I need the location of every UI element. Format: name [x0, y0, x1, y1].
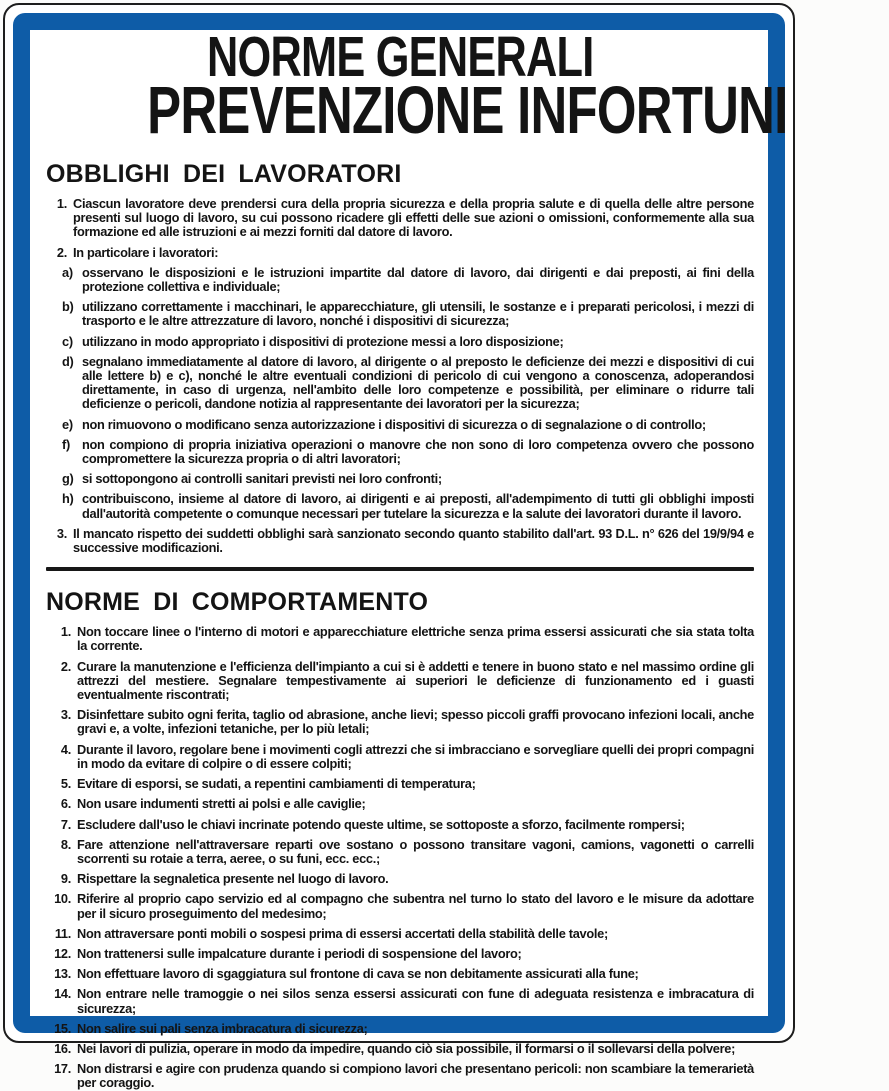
list-subitem	[46, 472, 754, 486]
item-label: b)	[62, 299, 74, 315]
item-text: Nei lavori di pulizia, operare in modo da impedire, quando ciò sia possibile, il formarsi o il sollevarsi della polvere;	[77, 1040, 736, 1056]
item-text: Disinfettare subito ogni ferita, taglio od abrasione, anche lievi; spesso piccoli graffi provocano infezioni locali, anche gravi e, a volte, infezioni tetaniche, per lo più letali;	[77, 707, 754, 737]
item-label: 13.	[54, 966, 71, 982]
list-item	[46, 797, 754, 811]
item-text: Non usare indumenti stretti ai polsi e alle caviglie;	[77, 796, 366, 812]
list-item	[46, 838, 754, 866]
item-label: h)	[62, 491, 74, 507]
section-obblighi-dei-lavoratori	[46, 161, 754, 555]
list-subitem	[46, 355, 754, 412]
item-label: 4.	[60, 741, 71, 757]
item-label: c)	[62, 333, 73, 349]
item-text: Evitare di esporsi, se sudati, a repentini cambiamenti di temperatura;	[77, 776, 476, 792]
item-text: Il mancato rispetto dei suddetti obblighi sarà sanzionato secondo quanto stabilito dall'art. 93 D.L. n° 626 del 19/9/94 e successive modificazioni.	[73, 525, 754, 556]
item-label: 8.	[60, 836, 71, 852]
item-text: In particolare i lavoratori:	[73, 244, 219, 260]
list-item	[46, 527, 754, 555]
item-text: Non effettuare lavoro di sgaggiatura sul frontone di cava se non debitamente assicurati alla fune;	[77, 966, 639, 982]
list-subitem	[46, 300, 754, 328]
item-text: segnalano immediatamente al datore di lavoro, al dirigente o al preposto le deficienze dei mezzi e dispositivi di cui alle lettere b) e c), nonché le altre eventuali condizioni di pericolo di cui vengono a conoscenza, adoperandosi direttamente, in caso di urgenza, nell'ambito delle loro competenze e possibilità, per eliminare o ridurre tali deficienze o pericoli, dandone notizia al rappresentante dei lavoratori per la sicurezza;	[82, 353, 754, 412]
list-item	[46, 927, 754, 941]
obblighi-list	[46, 197, 754, 555]
item-text: utilizzano in modo appropriato i dispositivi di protezione messi a loro disposizione;	[82, 333, 564, 349]
list-item	[46, 1042, 754, 1056]
list-subitem	[46, 492, 754, 520]
list-item	[46, 660, 754, 703]
section-norme-di-comportamento	[46, 589, 754, 1090]
item-text: non rimuovono o modificano senza autorizzazione i dispositivi di sicurezza o di segnalazione o di controllo;	[82, 416, 706, 432]
list-item	[46, 777, 754, 791]
item-label: 6.	[60, 796, 71, 812]
item-label: 3.	[60, 707, 71, 723]
item-text: Non salire sui pali senza imbracatura di sicurezza;	[77, 1020, 368, 1036]
list-item	[46, 197, 754, 240]
item-label: 1.	[60, 624, 71, 640]
list-subitem	[46, 266, 754, 294]
item-text: contribuiscono, insieme al datore di lavoro, ai dirigenti e ai preposti, all'adempimento di tutti gli obblighi imposti dall'autorità competente o comunque necessari per tutelare la sicurezza e la salute dei lavoratori durante il lavoro.	[82, 491, 754, 521]
sign-title-line2: PREVENZIONE INFORTUNI	[147, 73, 788, 148]
list-item	[46, 246, 754, 260]
item-text: Non entrare nelle tramoggie o nei silos senza essersi assicurati con fune di adeguata resistenza e imbracatura di sicurezza;	[77, 986, 754, 1016]
safety-sign-panel	[3, 3, 795, 1091]
list-item	[46, 987, 754, 1015]
section-heading-norme: NORME DI COMPORTAMENTO	[46, 588, 429, 617]
list-item	[46, 892, 754, 920]
list-item	[46, 1062, 754, 1090]
item-label: 7.	[60, 816, 71, 832]
item-text: Curare la manutenzione e l'efficienza dell'impianto a cui si è addetti e tenere in buono stato e nel massimo ordine gli attrezzi del mestiere. Segnalare tempestivamente ai superiori le deficienze di funzionamento ed i guasti eventualmente riscontrati;	[77, 658, 754, 703]
section-divider-rule	[46, 567, 754, 571]
item-text: Non attraversare ponti mobili o sospesi prima di essersi accertati della stabilità delle tavole;	[77, 925, 608, 941]
item-text: Durante il lavoro, regolare bene i movimenti cogli attrezzi che si imbracciano e sorvegliare quelli dei propri compagni in modo da evitare di colpire o di essere colpiti;	[77, 741, 754, 771]
item-text: Escludere dall'uso le chiavi incrinate potendo queste ultime, se sottoposte a sforzo, facilmente rompersi;	[77, 816, 685, 832]
item-label: 9.	[60, 871, 71, 887]
list-item	[46, 625, 754, 653]
item-label: 17.	[54, 1061, 71, 1077]
item-text: Fare attenzione nell'attraversare reparti ove sostano o possono transitare vagoni, camions, vagonetti o carrelli scorrenti su rotaie a terra, aeree, o su funi, ecc. ecc.;	[77, 836, 754, 866]
list-item	[46, 872, 754, 886]
sign-title	[46, 25, 788, 148]
item-label: g)	[62, 471, 74, 487]
item-text: Ciascun lavoratore deve prendersi cura della propria sicurezza e della propria salute e di quella delle altre persone presenti sul luogo di lavoro, su cui possono ricadere gli effetti delle sue azioni o omissioni, conformemente alla sua formazione ed alle istruzioni e ai mezzi forniti dal datore di lavoro.	[73, 196, 754, 240]
item-label: 2.	[60, 658, 71, 674]
item-text: Non trattenersi sulle impalcature durante i periodi di sospensione del lavoro;	[77, 945, 522, 961]
item-label: 11.	[54, 925, 71, 941]
item-text: Rispettare la segnaletica presente nel luogo di lavoro.	[77, 871, 389, 887]
item-label: d)	[62, 353, 74, 369]
item-label: 5.	[60, 776, 71, 792]
item-label: 12.	[54, 945, 71, 961]
list-subitem	[46, 418, 754, 432]
list-item	[46, 818, 754, 832]
item-text: Non toccare linee o l'interno di motori e apparecchiature elettriche senza prima essersi assicurati che sia stata tolta la corrente.	[77, 624, 754, 654]
sign-content	[46, 25, 788, 1091]
item-label: e)	[62, 416, 73, 432]
list-item	[46, 967, 754, 981]
item-label: 2.	[56, 244, 67, 260]
item-text: si sottopongono ai controlli sanitari previsti nei loro confronti;	[82, 471, 442, 487]
item-label: 3.	[56, 525, 67, 541]
sign-title-line1: NORME GENERALI	[206, 25, 594, 89]
list-item	[46, 1022, 754, 1036]
item-label: 1.	[56, 196, 67, 211]
item-text: non compiono di propria iniziativa operazioni o manovre che non sono di loro competenza ovvero che possono compromettere la sicurezza propria o di altri lavoratori;	[82, 436, 754, 467]
item-label: f)	[62, 436, 70, 452]
item-label: 14.	[54, 986, 71, 1002]
item-text: utilizzano correttamente i macchinari, le apparecchiature, gli utensili, le sostanze e i preparati pericolosi, i mezzi di trasporto e le altre attrezzature di lavoro, nonché i dispositivi di sicurezza;	[82, 299, 754, 329]
item-text: Riferire al proprio capo servizio ed al compagno che subentra nel turno lo stato del lavoro e le misure da adottare per il sicuro proseguimento del medesimo;	[77, 891, 754, 921]
list-subitem	[46, 438, 754, 466]
item-label: 10.	[54, 891, 71, 907]
item-label: 16.	[54, 1040, 71, 1056]
section-heading-obblighi: OBBLIGHI DEI LAVORATORI	[46, 160, 402, 188]
item-text: osservano le disposizioni e le istruzioni impartite dal datore di lavoro, dai dirigenti e dai preposti, ai fini della protezione collettiva e individuale;	[82, 264, 754, 295]
norme-list	[46, 625, 754, 1090]
list-item	[46, 743, 754, 771]
item-label: a)	[62, 264, 73, 280]
list-item	[46, 708, 754, 736]
list-item	[46, 947, 754, 961]
list-subitem	[46, 335, 754, 349]
item-label: 15.	[54, 1020, 71, 1036]
item-text: Non distrarsi e agire con prudenza quando si compiono lavori che presentano pericoli: non scambiare la temerarietà per coraggio.	[77, 1061, 754, 1091]
